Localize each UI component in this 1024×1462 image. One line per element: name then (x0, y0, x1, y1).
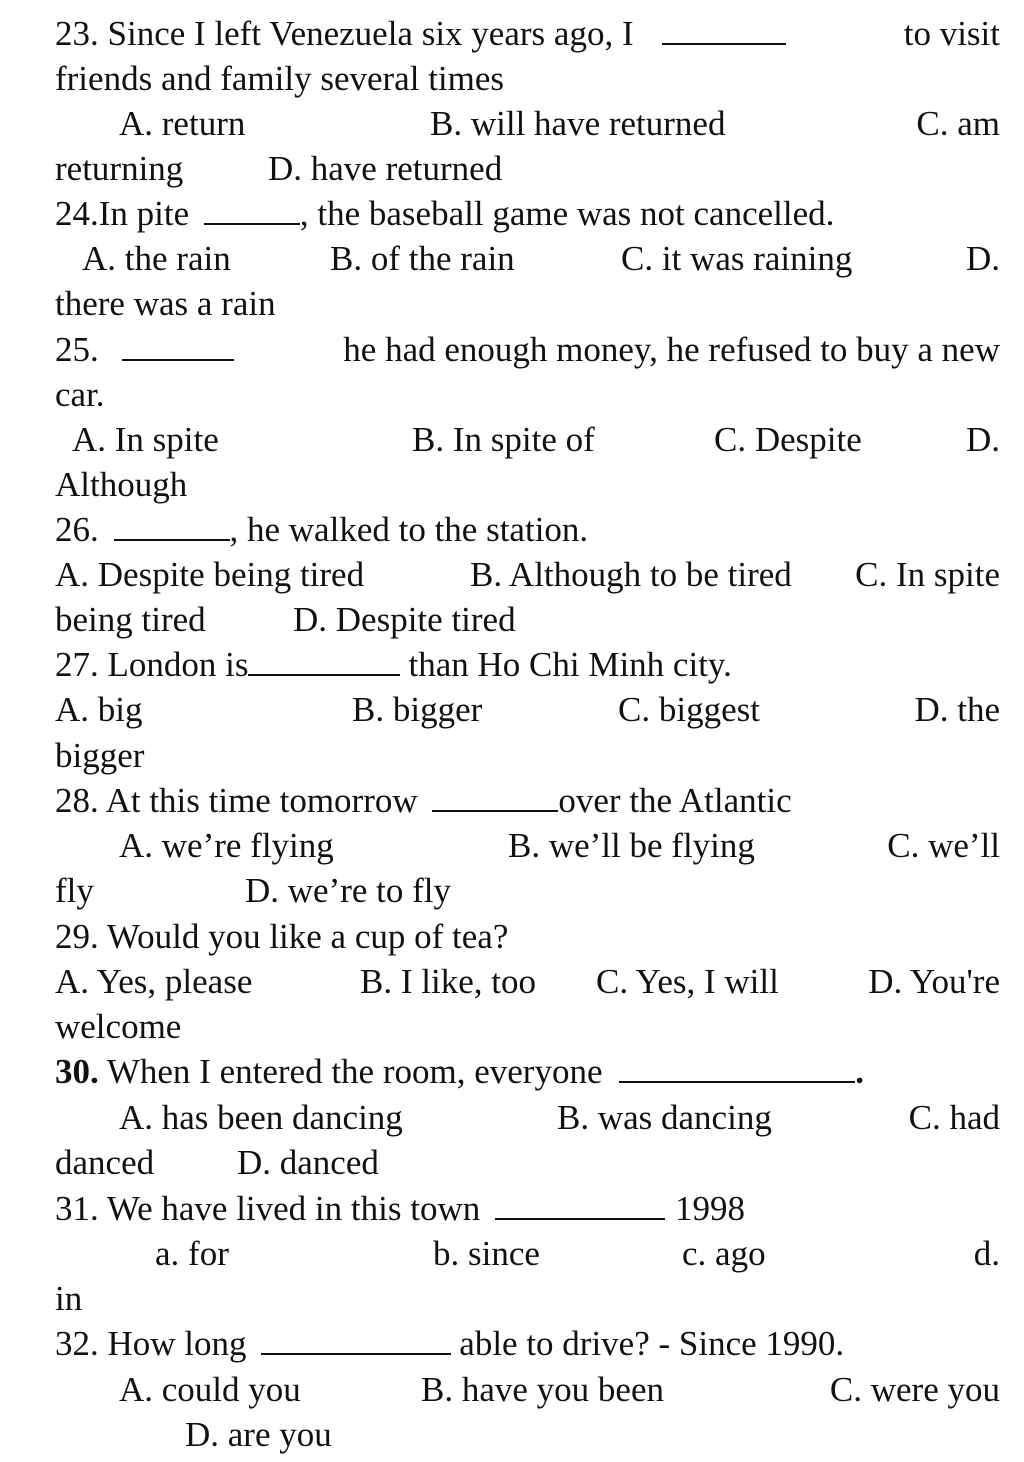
q27-stem-line (55, 642, 1000, 687)
q31-option-b[interactable]: b. since (433, 1234, 540, 1273)
q32-options-cont (55, 1412, 1000, 1457)
q24-option-d-cont: there was a rain (55, 284, 276, 323)
q23-option-c[interactable]: C. am (916, 104, 1000, 143)
q32-stem-line (55, 1321, 1000, 1366)
q25-number: 25. (55, 330, 99, 369)
q27-option-c[interactable]: C. biggest (618, 690, 760, 729)
q32-stem-text: 32. How long (55, 1324, 247, 1363)
q31-options (55, 1231, 1000, 1276)
q24-stem-end: , the baseball game was not cancelled. (299, 194, 835, 233)
q28-stem-text: 28. At this time tomorrow (55, 781, 418, 820)
q29-option-d[interactable]: D. You're (868, 962, 1000, 1001)
q28-options (55, 823, 1000, 868)
q30-options (55, 1095, 1000, 1140)
q29-options (55, 959, 1000, 1004)
q32-blank[interactable] (261, 1325, 451, 1355)
q30-option-c[interactable]: C. had (908, 1098, 1000, 1137)
q24-option-b[interactable]: B. of the rain (330, 239, 515, 278)
q28-option-c-cont: fly (55, 871, 94, 910)
q25-options (55, 417, 1000, 462)
q25-option-d[interactable]: D. (965, 420, 1000, 459)
q32-option-c[interactable]: C. were you (829, 1370, 1000, 1409)
q32-option-d[interactable]: D. are you (185, 1415, 332, 1454)
q24-option-c[interactable]: C. it was raining (621, 239, 853, 278)
q27-stem-text: 27. London is (55, 645, 249, 684)
q31-stem-text: 31. We have lived in this town (55, 1189, 481, 1228)
q25-blank[interactable] (122, 331, 234, 361)
q26-option-c-cont: being tired (55, 600, 206, 639)
q27-option-b[interactable]: B. bigger (352, 690, 483, 729)
q29-option-a[interactable]: A. Yes, please (55, 962, 253, 1001)
q31-stem-end: 1998 (674, 1189, 745, 1228)
q29-option-b[interactable]: B. I like, too (360, 962, 536, 1001)
q23-stem-text: 23. Since I left Venezuela six years ago, I (55, 14, 634, 53)
q25-stem-cont: car. (55, 375, 105, 414)
q26-option-d[interactable]: D. Despite tired (293, 600, 516, 639)
q28-option-d[interactable]: D. we’re to fly (245, 871, 452, 910)
q23-option-d[interactable]: D. have returned (268, 149, 503, 188)
q23-option-c-cont: returning (55, 149, 184, 188)
q28-option-c[interactable]: C. we’ll (887, 826, 1000, 865)
q32-options (55, 1367, 1000, 1412)
q24-options (55, 236, 1000, 281)
q30-stem-line (55, 1049, 1000, 1094)
q28-stem-end: over the Atlantic (558, 781, 792, 820)
q25-stem-line (55, 327, 1000, 372)
q30-option-d[interactable]: D. danced (237, 1143, 379, 1182)
q24-stem-line (55, 191, 1000, 236)
q27-blank[interactable] (248, 646, 400, 676)
q30-blank[interactable] (619, 1053, 855, 1083)
q30-stem-text: When I entered the room, everyone (98, 1052, 603, 1091)
q23-stem-line (55, 11, 1000, 56)
q32-option-a[interactable]: A. could you (119, 1370, 301, 1409)
q23-blank[interactable] (662, 15, 786, 45)
q24-option-a[interactable]: A. the rain (82, 239, 231, 278)
q30-option-b[interactable]: B. was dancing (557, 1098, 772, 1137)
q26-stem-text: , he walked to the station. (229, 510, 589, 549)
q23-option-a[interactable]: A. return (119, 104, 246, 143)
q31-option-d-cont: in (55, 1279, 83, 1318)
q25-stem-text: he had enough money, he refused to buy a new (343, 330, 1000, 369)
q29-option-c[interactable]: C. Yes, I will (596, 962, 779, 1001)
q26-option-b[interactable]: B. Although to be tired (470, 555, 792, 594)
q29-stem-line: 29. Would you like a cup of tea? (55, 917, 509, 956)
q26-option-c[interactable]: C. In spite (855, 555, 1000, 594)
q23-stem-end: to visit (903, 14, 1000, 53)
q28-option-b[interactable]: B. we’ll be flying (508, 826, 755, 865)
q32-stem-end: able to drive? - Since 1990. (459, 1324, 845, 1363)
q28-blank[interactable] (432, 782, 558, 812)
q30-option-c-cont: danced (55, 1143, 155, 1182)
q26-stem-line (55, 507, 1000, 552)
q31-blank[interactable] (495, 1190, 665, 1220)
q26-number: 26. (55, 510, 99, 549)
q31-option-d[interactable]: d. (973, 1234, 1000, 1273)
q26-blank[interactable] (114, 511, 230, 541)
q24-blank[interactable] (204, 195, 300, 225)
q29-option-d-cont: welcome (55, 1007, 182, 1046)
q26-option-a[interactable]: A. Despite being tired (55, 555, 365, 594)
q31-option-c[interactable]: c. ago (682, 1234, 766, 1273)
q23-options (55, 101, 1000, 146)
q23-stem-cont: friends and family several times (55, 59, 505, 98)
q27-options (55, 687, 1000, 732)
q24-option-d[interactable]: D. (965, 239, 1000, 278)
q28-options-cont (55, 868, 1000, 913)
q30-option-a[interactable]: A. has been dancing (119, 1098, 403, 1137)
q25-option-b[interactable]: B. In spite of (412, 420, 595, 459)
q25-option-d-cont: Although (55, 465, 188, 504)
q30-number: 30. (55, 1052, 99, 1091)
q25-option-a[interactable]: A. In spite (72, 420, 219, 459)
q32-option-b[interactable]: B. have you been (421, 1370, 664, 1409)
q27-stem-end: than Ho Chi Minh city. (408, 645, 732, 684)
q27-option-d[interactable]: D. the (914, 690, 1000, 729)
q30-options-cont (55, 1140, 1000, 1185)
q23-options-cont (55, 146, 1000, 191)
q30-period: . (855, 1052, 864, 1091)
q24-stem-text: 24.In pite (55, 194, 190, 233)
q31-stem-line (55, 1186, 1000, 1231)
q25-option-c[interactable]: C. Despite (714, 420, 862, 459)
q28-option-a[interactable]: A. we’re flying (119, 826, 334, 865)
q27-option-d-cont: bigger (55, 736, 145, 775)
q27-option-a[interactable]: A. big (55, 690, 143, 729)
q26-options-cont (55, 597, 1000, 642)
q31-option-a[interactable]: a. for (155, 1234, 229, 1273)
q28-stem-line (55, 778, 1000, 823)
q26-options (55, 552, 1000, 597)
q23-option-b[interactable]: B. will have returned (430, 104, 726, 143)
